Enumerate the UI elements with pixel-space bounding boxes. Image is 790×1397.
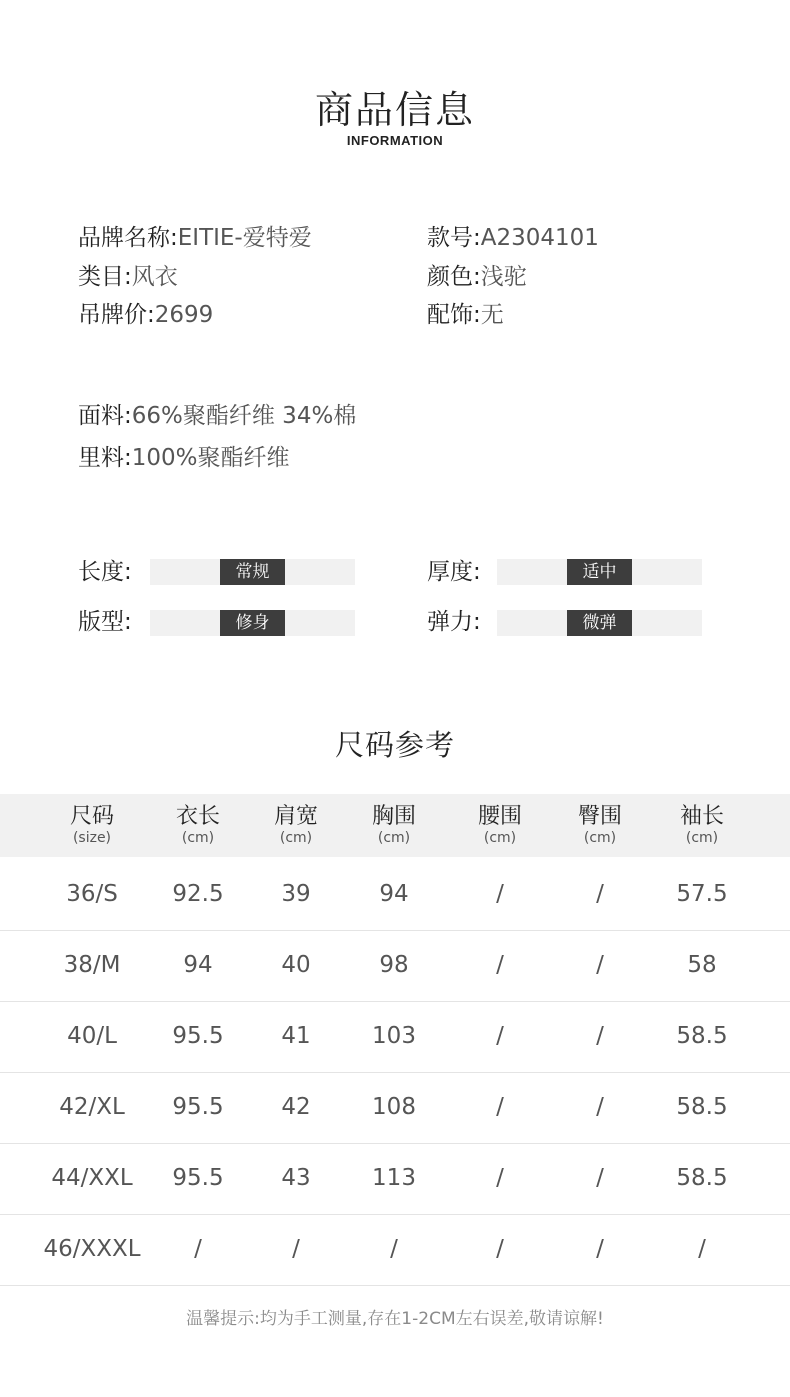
cell-size: 42/XL	[59, 1094, 125, 1120]
color-label: 颜色:	[427, 264, 481, 290]
table-row	[0, 1072, 790, 1144]
accessory-value: 无	[480, 302, 504, 328]
cell-length: 94	[183, 952, 213, 978]
elasticity-bar	[497, 610, 702, 636]
tag-price-row	[78, 300, 213, 330]
cell-size: 44/XXL	[51, 1165, 133, 1191]
cell-size: 36/S	[66, 881, 118, 907]
cell-length: 92.5	[172, 881, 224, 907]
fabric-value: 66%聚酯纤维 34%棉	[131, 403, 357, 429]
table-row	[0, 1001, 790, 1073]
cell-shoulder: 42	[281, 1094, 311, 1120]
cell-waist: /	[496, 881, 504, 907]
cell-shoulder: 43	[281, 1165, 311, 1191]
cell-waist: /	[496, 1236, 504, 1262]
cell-shoulder: /	[292, 1236, 300, 1262]
brand-label: 品牌名称:	[78, 225, 178, 251]
cell-shoulder: 41	[281, 1023, 311, 1049]
color-row	[427, 262, 527, 292]
elasticity-label: 弹力:	[427, 609, 481, 635]
cell-bust: 113	[372, 1165, 416, 1191]
header-hip: 臀围 (cm)	[577, 804, 622, 846]
length-value-chip: 常规	[220, 559, 285, 585]
cell-bust: 103	[372, 1023, 416, 1049]
style-no-label: 款号:	[427, 225, 481, 251]
lining-label: 里料:	[78, 445, 132, 471]
cell-sleeve: 58.5	[676, 1094, 728, 1120]
table-row	[0, 1214, 790, 1286]
category-value: 风衣	[131, 264, 178, 290]
cell-sleeve: 58.5	[676, 1165, 728, 1191]
cell-bust: 98	[379, 952, 409, 978]
thickness-bar	[497, 559, 702, 585]
cell-size: 38/M	[63, 952, 121, 978]
color-value: 浅驼	[480, 264, 527, 290]
cell-hip: /	[596, 1094, 604, 1120]
style-no-value: A2304101	[480, 225, 599, 251]
cell-bust: 94	[379, 881, 409, 907]
cell-waist: /	[496, 1165, 504, 1191]
cell-waist: /	[496, 1094, 504, 1120]
lining-row	[78, 443, 290, 473]
fit-bar	[150, 610, 355, 636]
style-no-row	[427, 223, 599, 253]
cell-waist: /	[496, 1023, 504, 1049]
cell-hip: /	[596, 881, 604, 907]
accessory-label: 配饰:	[427, 302, 481, 328]
cell-length: /	[194, 1236, 202, 1262]
header-size: 尺码 (size)	[69, 804, 114, 846]
fabric-row	[78, 401, 356, 431]
table-row	[0, 1143, 790, 1215]
cell-length: 95.5	[172, 1165, 224, 1191]
cell-shoulder: 40	[281, 952, 311, 978]
cell-shoulder: 39	[281, 881, 311, 907]
cell-size: 46/XXXL	[43, 1236, 141, 1262]
page-subtitle: INFORMATION	[346, 133, 444, 148]
thickness-value-chip: 适中	[567, 559, 632, 585]
cell-hip: /	[596, 1236, 604, 1262]
lining-value: 100%聚酯纤维	[131, 445, 290, 471]
category-label: 类目:	[78, 264, 132, 290]
length-bar	[150, 559, 355, 585]
table-row	[0, 930, 790, 1002]
cell-hip: /	[596, 1023, 604, 1049]
cell-bust: /	[390, 1236, 398, 1262]
accessory-row	[427, 300, 504, 330]
header-sleeve: 袖长 (cm)	[679, 804, 724, 846]
fit-value-chip: 修身	[220, 610, 285, 636]
cell-length: 95.5	[172, 1023, 224, 1049]
cell-size: 40/L	[67, 1023, 117, 1049]
header-waist: 腰围 (cm)	[477, 804, 522, 846]
table-row	[0, 859, 790, 931]
cell-sleeve: 58.5	[676, 1023, 728, 1049]
cell-sleeve: 58	[687, 952, 717, 978]
tag-price-label: 吊牌价:	[78, 302, 155, 328]
thickness-label: 厚度:	[427, 559, 481, 585]
cell-hip: /	[596, 1165, 604, 1191]
page-title: 商品信息	[314, 88, 475, 132]
cell-hip: /	[596, 952, 604, 978]
elasticity-value-chip: 微弹	[567, 610, 632, 636]
cell-sleeve: 57.5	[676, 881, 728, 907]
measurement-note: 温馨提示:均为手工测量,存在1-2CM左右误差,敬请谅解!	[186, 1309, 604, 1329]
size-chart-title: 尺码参考	[334, 728, 455, 762]
tag-price-value: 2699	[154, 302, 214, 328]
brand-row	[78, 223, 312, 253]
cell-waist: /	[496, 952, 504, 978]
header-bust: 胸围 (cm)	[371, 804, 416, 846]
cell-length: 95.5	[172, 1094, 224, 1120]
brand-value: EITIE-爱特爱	[177, 225, 312, 251]
cell-sleeve: /	[698, 1236, 706, 1262]
size-table-header	[0, 794, 790, 857]
cell-bust: 108	[372, 1094, 416, 1120]
header-length: 衣长 (cm)	[175, 804, 220, 846]
header-shoulder: 肩宽 (cm)	[273, 804, 318, 846]
category-row	[78, 262, 178, 292]
fabric-label: 面料:	[78, 403, 132, 429]
fit-label: 版型:	[78, 609, 132, 635]
length-label: 长度:	[78, 559, 132, 585]
